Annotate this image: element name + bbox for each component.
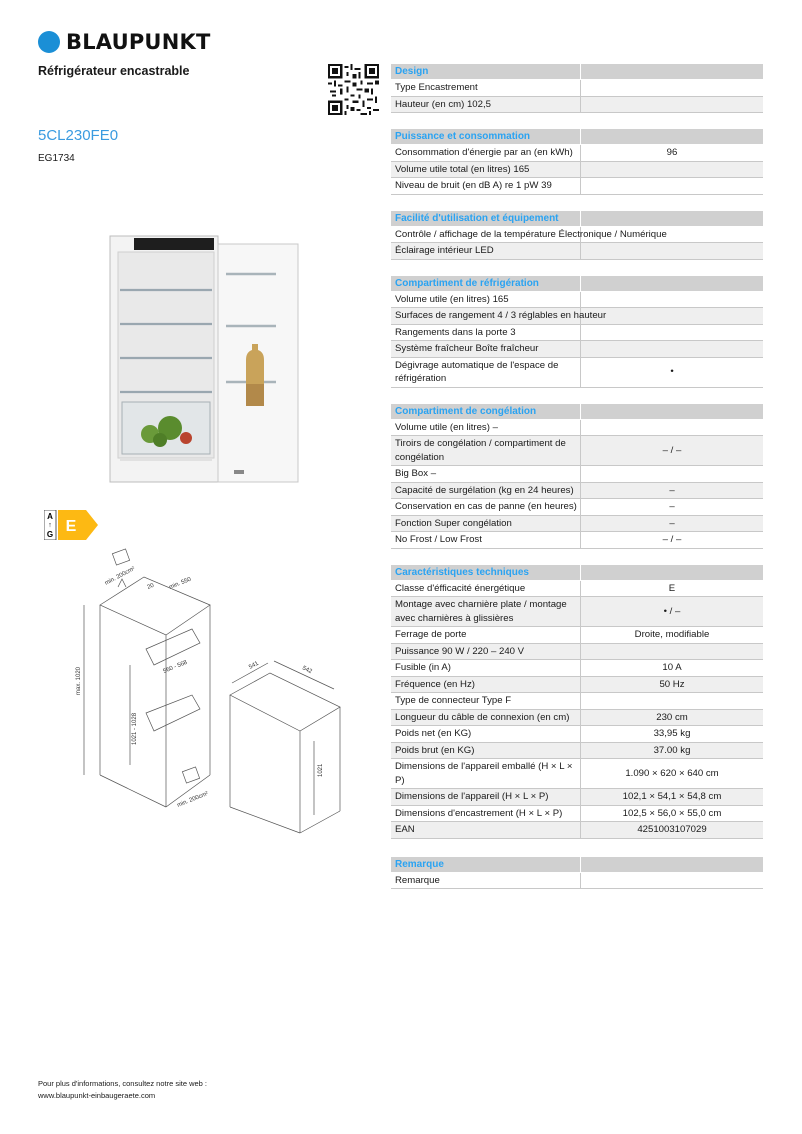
spec-label: Tiroirs de congélation / compartiment de congélation bbox=[391, 436, 581, 465]
spec-value: 37.00 kg bbox=[653, 744, 691, 756]
spec-label: Niveau de bruit (en dB A) re 1 pW 39 bbox=[391, 178, 581, 194]
section-title: Design bbox=[391, 64, 581, 79]
spec-row bbox=[391, 178, 763, 195]
spec-row bbox=[391, 726, 763, 743]
spec-label: Surfaces de rangement 4 / 3 réglables en hauteur bbox=[391, 308, 581, 324]
spec-label: Consommation d'énergie par an (en kWh) bbox=[391, 145, 581, 161]
spec-row bbox=[391, 581, 763, 598]
spec-label: Rangements dans la porte 3 bbox=[391, 325, 581, 341]
spec-row bbox=[391, 97, 763, 114]
spec-value bbox=[581, 243, 763, 259]
spec-row bbox=[391, 532, 763, 549]
spec-value: Droite, modifiable bbox=[634, 629, 710, 640]
section-header bbox=[391, 857, 763, 873]
dim-height-range: 1021 - 1028 bbox=[132, 712, 138, 745]
spec-label: Big Box – bbox=[391, 466, 581, 482]
section-header bbox=[391, 64, 763, 80]
energy-arrow-icon: ↑ bbox=[48, 522, 52, 529]
spec-label: Volume utile (en litres) 165 bbox=[391, 292, 581, 308]
footer bbox=[38, 1078, 207, 1102]
spec-value: – bbox=[669, 501, 675, 512]
spec-label: Remarque bbox=[391, 873, 581, 889]
spec-value: – bbox=[669, 517, 675, 529]
spec-label: Puissance 90 W / 220 – 240 V bbox=[391, 644, 581, 660]
brand-dot-icon bbox=[38, 31, 60, 53]
spec-value: E bbox=[668, 582, 676, 594]
spec-value bbox=[581, 325, 763, 341]
spec-label: Poids net (en KG) bbox=[391, 726, 581, 742]
spec-value: 33,95 kg bbox=[653, 728, 691, 739]
spec-label: Hauteur (en cm) 102,5 bbox=[391, 97, 581, 113]
section-header bbox=[391, 565, 763, 581]
section-header bbox=[391, 129, 763, 145]
spec-row bbox=[391, 759, 763, 789]
spec-value bbox=[581, 97, 763, 113]
spec-row bbox=[391, 292, 763, 309]
spec-value: – / – bbox=[662, 534, 682, 545]
spec-value bbox=[581, 341, 763, 357]
spec-value: 102,5 × 56,0 × 55,0 cm bbox=[622, 807, 722, 819]
energy-class: E bbox=[65, 518, 77, 535]
spec-label: Type de connecteur Type F bbox=[391, 693, 581, 709]
spec-row bbox=[391, 483, 763, 500]
spec-label: Conservation en cas de panne (en heures) bbox=[391, 499, 581, 515]
specifications-table bbox=[391, 64, 763, 905]
spec-value: 1.090 × 620 × 640 cm bbox=[625, 767, 719, 779]
spec-value: 102,1 × 54,1 × 54,8 cm bbox=[622, 791, 722, 802]
brand-name: BLAUPUNKT bbox=[66, 30, 211, 54]
spec-value: 230 cm bbox=[656, 711, 688, 723]
spec-label: Longueur du câble de connexion (en cm) bbox=[391, 710, 581, 726]
spec-value bbox=[581, 420, 763, 436]
spec-label: Fréquence (en Hz) bbox=[391, 677, 581, 693]
spec-value bbox=[581, 162, 763, 178]
spec-value: 10 A bbox=[662, 662, 682, 673]
spec-label: Volume utile total (en litres) 165 bbox=[391, 162, 581, 178]
spec-section bbox=[391, 64, 763, 113]
qr-code-icon bbox=[328, 64, 379, 115]
spec-row bbox=[391, 341, 763, 358]
spec-row bbox=[391, 145, 763, 162]
spec-label: Capacité de surgélation (kg en 24 heures) bbox=[391, 483, 581, 499]
section-title: Remarque bbox=[391, 857, 581, 872]
spec-value bbox=[581, 466, 763, 482]
spec-label: Fusible (in A) bbox=[391, 660, 581, 676]
section-title: Facilité d'utilisation et équipement bbox=[391, 211, 581, 226]
spec-row bbox=[391, 743, 763, 760]
product-subtitle: Réfrigérateur encastrable bbox=[38, 64, 190, 78]
spec-row bbox=[391, 789, 763, 806]
spec-row bbox=[391, 644, 763, 661]
dim-541: 541 bbox=[248, 660, 260, 671]
product-code: EG1734 bbox=[38, 153, 75, 164]
spec-label: Montage avec charnière plate / montage avec charnières à glissières bbox=[391, 597, 581, 626]
section-header bbox=[391, 276, 763, 292]
energy-scale-bottom: G bbox=[46, 530, 54, 539]
fridge-product-image bbox=[108, 234, 304, 486]
spec-label: Dimensions de l'appareil (H × L × P) bbox=[391, 789, 581, 805]
dim-min200-top: min. 200cm² bbox=[104, 565, 137, 587]
spec-row bbox=[391, 516, 763, 533]
spec-label: Classe d'éfficacité énergétique bbox=[391, 581, 581, 597]
spec-row bbox=[391, 677, 763, 694]
spec-value bbox=[581, 292, 763, 308]
section-title: Compartiment de congélation bbox=[391, 404, 581, 419]
spec-row bbox=[391, 873, 763, 890]
spec-value bbox=[581, 693, 763, 709]
spec-label: Système fraîcheur Boîte fraîcheur bbox=[391, 341, 581, 357]
spec-value: • bbox=[670, 366, 674, 378]
spec-label: Fonction Super congélation bbox=[391, 516, 581, 532]
spec-value: 50 Hz bbox=[659, 678, 685, 690]
dim-width-range: 560 - 568 bbox=[162, 659, 189, 675]
spec-label: Dimensions d'encastrement (H × L × P) bbox=[391, 806, 581, 822]
spec-label: Dégivrage automatique de l'espace de réfrigération bbox=[391, 358, 581, 387]
spec-row bbox=[391, 227, 763, 244]
spec-value: 4251003107029 bbox=[637, 824, 707, 835]
spec-label: No Frost / Low Frost bbox=[391, 532, 581, 548]
dim-1021: 1021 bbox=[318, 763, 324, 777]
section-header bbox=[391, 211, 763, 227]
spec-row bbox=[391, 660, 763, 677]
spec-row bbox=[391, 597, 763, 627]
installation-dimension-drawing bbox=[74, 545, 344, 835]
spec-value bbox=[581, 644, 763, 660]
spec-row bbox=[391, 627, 763, 644]
spec-row bbox=[391, 806, 763, 823]
spec-value bbox=[581, 308, 763, 324]
spec-label: EAN bbox=[391, 822, 581, 838]
dim-max-height: max. 1020 bbox=[76, 666, 82, 695]
spec-value bbox=[581, 227, 763, 243]
dim-20: 20 bbox=[146, 582, 155, 591]
spec-label: Volume utile (en litres) – bbox=[391, 420, 581, 436]
spec-row bbox=[391, 436, 763, 466]
spec-section bbox=[391, 211, 763, 260]
dim-min200-bottom: min. 200cm² bbox=[176, 790, 210, 809]
spec-label: Dimensions de l'appareil emballé (H × L × P) bbox=[391, 759, 581, 788]
spec-row bbox=[391, 325, 763, 342]
energy-scale-top: A bbox=[47, 512, 53, 521]
spec-row bbox=[391, 80, 763, 97]
spec-value bbox=[581, 80, 763, 96]
spec-row bbox=[391, 358, 763, 388]
section-title: Caractéristiques techniques bbox=[391, 565, 581, 580]
spec-row bbox=[391, 693, 763, 710]
spec-value: 96 bbox=[666, 147, 678, 158]
dim-542: 542 bbox=[301, 665, 313, 676]
model-number: 5CL230FE0 bbox=[38, 127, 119, 144]
footer-website-link[interactable]: www.blaupunkt-einbaugeraete.com bbox=[38, 1091, 156, 1100]
spec-row bbox=[391, 822, 763, 839]
energy-class-label bbox=[44, 510, 100, 540]
spec-row bbox=[391, 499, 763, 516]
spec-label: Ferrage de porte bbox=[391, 627, 581, 643]
section-title: Puissance et consommation bbox=[391, 129, 581, 144]
spec-row bbox=[391, 420, 763, 437]
spec-value bbox=[581, 873, 763, 889]
spec-value: – / – bbox=[662, 444, 682, 456]
spec-section bbox=[391, 276, 763, 388]
section-title: Compartiment de réfrigération bbox=[391, 276, 581, 291]
spec-row bbox=[391, 243, 763, 260]
spec-label: Éclairage intérieur LED bbox=[391, 243, 581, 259]
spec-label: Poids brut (en KG) bbox=[391, 743, 581, 759]
spec-row bbox=[391, 710, 763, 727]
spec-value bbox=[581, 178, 763, 194]
spec-row bbox=[391, 466, 763, 483]
spec-value: – bbox=[669, 484, 675, 496]
spec-section bbox=[391, 857, 763, 890]
spec-row bbox=[391, 162, 763, 179]
brand-logo bbox=[38, 30, 210, 54]
dim-550: min. 550 bbox=[168, 576, 193, 591]
spec-label: Type Encastrement bbox=[391, 80, 581, 96]
section-header bbox=[391, 404, 763, 420]
spec-section bbox=[391, 129, 763, 195]
spec-label: Contrôle / affichage de la température Électronique / Numérique bbox=[391, 227, 581, 243]
spec-row bbox=[391, 308, 763, 325]
footer-info: Pour plus d'informations, consultez notre site web : bbox=[38, 1079, 208, 1088]
spec-value: • / – bbox=[663, 605, 681, 617]
spec-section bbox=[391, 404, 763, 549]
spec-section bbox=[391, 565, 763, 839]
